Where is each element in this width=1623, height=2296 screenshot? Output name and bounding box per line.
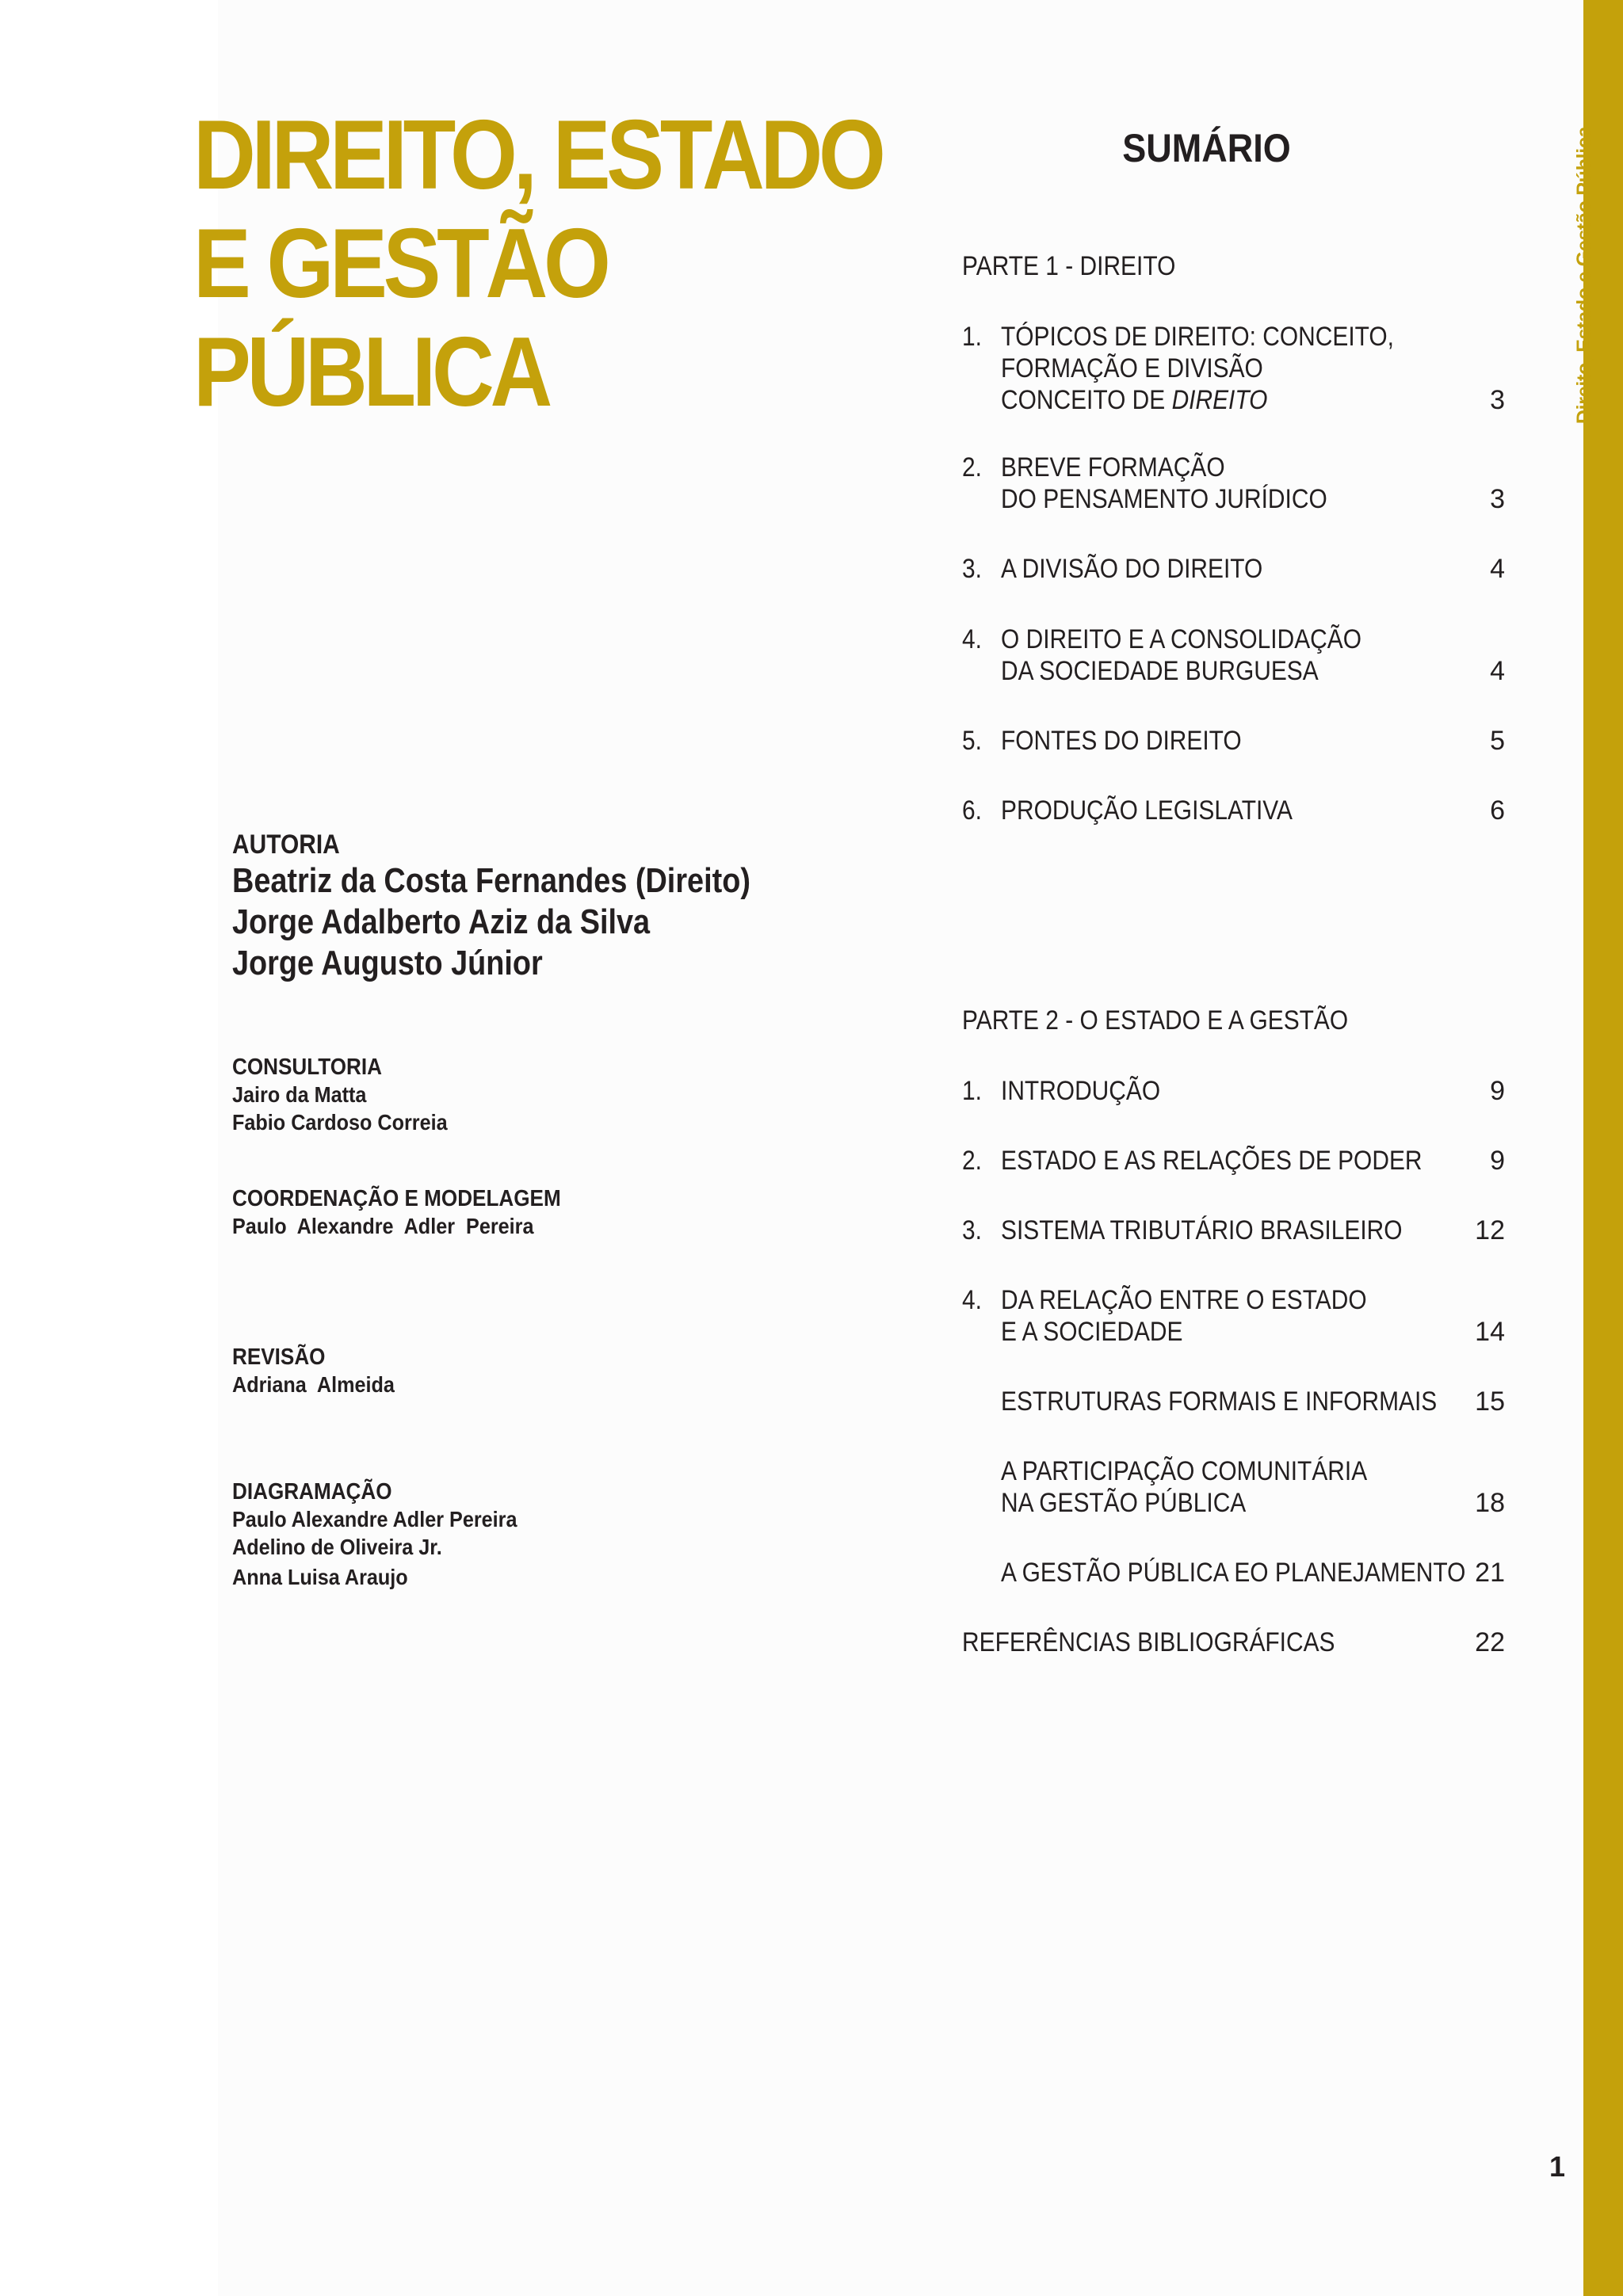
toc-item-number: 4. bbox=[962, 624, 982, 654]
toc-page-number: 3 bbox=[1490, 484, 1505, 514]
toc-item-line: NA GESTÃO PÚBLICA bbox=[1001, 1488, 1247, 1518]
diagramacao-group bbox=[232, 1478, 834, 1591]
toc-page-number: 14 bbox=[1475, 1317, 1505, 1347]
title-line-1: DIREITO, ESTADO bbox=[193, 101, 882, 210]
toc-page-number: 22 bbox=[1475, 1627, 1505, 1657]
toc-item-number: 1. bbox=[962, 1076, 982, 1106]
toc-item-text bbox=[1001, 553, 1262, 585]
toc-item-line: BREVE FORMAÇÃO bbox=[1001, 452, 1225, 482]
toc-item-line: FORMAÇÃO E DIVISÃO bbox=[1001, 353, 1263, 383]
toc-item-number: 1. bbox=[962, 322, 982, 352]
toc-item-number: 3. bbox=[962, 554, 982, 584]
toc-page-number: 4 bbox=[1490, 554, 1505, 584]
toc-item-text bbox=[1001, 1455, 1367, 1519]
toc-page-number: 6 bbox=[1490, 795, 1505, 826]
layout-name: Paulo Alexandre Adler Pereira bbox=[232, 1507, 517, 1531]
toc-item-line: A PARTICIPAÇÃO COMUNITÁRIA bbox=[1001, 1456, 1368, 1486]
toc-title: SUMÁRIO bbox=[1122, 126, 1291, 170]
autoria-group bbox=[232, 829, 834, 984]
coordenacao-group bbox=[232, 1185, 834, 1240]
toc-item-text bbox=[1001, 452, 1327, 515]
toc-item-text bbox=[1001, 1386, 1437, 1417]
toc-item-line: ESTADO E AS RELAÇÕES DE PODER bbox=[1001, 1146, 1423, 1176]
toc-page-number: 18 bbox=[1475, 1488, 1505, 1518]
toc-item-text bbox=[1001, 725, 1242, 757]
title-line-2: E GESTÃO bbox=[193, 209, 607, 318]
sidebar-title bbox=[1561, 115, 1609, 436]
toc-item-text bbox=[1001, 1075, 1160, 1107]
consultoria-heading: CONSULTORIA bbox=[232, 1055, 382, 1080]
layout-name: Anna Luisa Araujo bbox=[232, 1565, 408, 1589]
layout-name: Adelino de Oliveira Jr. bbox=[232, 1535, 442, 1559]
sidebar-title-text: Direito, Estado e Gestão Pública bbox=[1573, 126, 1596, 425]
consultant-name: Fabio Cardoso Correia bbox=[232, 1110, 448, 1135]
toc-item-line: E A SOCIEDADE bbox=[1001, 1317, 1183, 1347]
toc-item-line: ESTRUTURAS FORMAIS E INFORMAIS bbox=[1001, 1386, 1438, 1417]
consultoria-group bbox=[232, 1054, 834, 1136]
toc-item-line: A GESTÃO PÚBLICA EO PLANEJAMENTO bbox=[1001, 1558, 1466, 1588]
toc-page-number: 5 bbox=[1490, 726, 1505, 756]
toc-item-number: 2. bbox=[962, 452, 982, 482]
toc-page-number: 21 bbox=[1475, 1558, 1505, 1588]
toc-page-number: 9 bbox=[1490, 1146, 1505, 1176]
toc-page-number: 15 bbox=[1475, 1386, 1505, 1417]
toc-item-line: PRODUÇÃO LEGISLATIVA bbox=[1001, 795, 1293, 826]
coordenacao-heading: COORDENAÇÃO E MODELAGEM bbox=[232, 1186, 561, 1211]
revisao-group bbox=[232, 1344, 834, 1398]
toc-item-line: A DIVISÃO DO DIREITO bbox=[1001, 554, 1263, 584]
toc-item-text bbox=[1001, 624, 1361, 687]
page-number: 1 bbox=[1549, 2150, 1566, 2183]
toc-references-label: REFERÊNCIAS BIBLIOGRÁFICAS bbox=[962, 1627, 1335, 1657]
toc-item-number: 4. bbox=[962, 1285, 982, 1315]
toc-item-line: DO PENSAMENTO JURÍDICO bbox=[1001, 484, 1327, 514]
document-title bbox=[193, 101, 882, 427]
toc-item-text bbox=[1001, 1145, 1423, 1177]
toc-item-line: DA SOCIEDADE BURGUESA bbox=[1001, 656, 1319, 686]
toc-item-line: SISTEMA TRIBUTÁRIO BRASILEIRO bbox=[1001, 1215, 1403, 1245]
toc-page-number: 12 bbox=[1475, 1215, 1505, 1245]
toc-item-text bbox=[1001, 1557, 1465, 1589]
author-name: Jorge Augusto Júnior bbox=[232, 944, 543, 982]
toc-item-line: FONTES DO DIREITO bbox=[1001, 726, 1242, 756]
toc-item-line bbox=[1001, 384, 1394, 416]
autoria-heading: AUTORIA bbox=[232, 830, 340, 860]
toc-part-1: PARTE 1 - DIREITO bbox=[962, 251, 1176, 281]
toc-item-number: 2. bbox=[962, 1146, 982, 1176]
toc-item-line: TÓPICOS DE DIREITO: CONCEITO, bbox=[1001, 322, 1394, 352]
toc-page-number: 4 bbox=[1490, 656, 1505, 686]
title-line-3: PÚBLICA bbox=[193, 318, 549, 427]
toc-item-line-emphasis: DIREITO bbox=[1171, 385, 1268, 415]
coordinator-name: Paulo Alexandre Adler Pereira bbox=[232, 1214, 534, 1238]
consultant-name: Jairo da Matta bbox=[232, 1082, 367, 1107]
reviewer-name: Adriana Almeida bbox=[232, 1372, 395, 1397]
toc-page-number: 9 bbox=[1490, 1076, 1505, 1106]
diagramacao-heading: DIAGRAMAÇÃO bbox=[232, 1479, 392, 1505]
toc-item-text bbox=[1001, 321, 1394, 416]
toc-item-line: O DIREITO E A CONSOLIDAÇÃO bbox=[1001, 624, 1362, 654]
author-name: Jorge Adalberto Aziz da Silva bbox=[232, 902, 651, 941]
toc-page-number: 3 bbox=[1490, 385, 1505, 415]
toc-item-line: DA RELAÇÃO ENTRE O ESTADO bbox=[1001, 1285, 1367, 1315]
toc-part-2: PARTE 2 - O ESTADO E A GESTÃO bbox=[962, 1005, 1349, 1035]
revisao-heading: REVISÃO bbox=[232, 1344, 326, 1370]
toc-item-number: 5. bbox=[962, 726, 982, 756]
toc-item-text bbox=[1001, 795, 1293, 826]
toc-item-number: 3. bbox=[962, 1215, 982, 1245]
credits-block bbox=[232, 829, 834, 1591]
toc-item-text bbox=[1001, 1215, 1403, 1246]
toc-item-text bbox=[1001, 1284, 1367, 1348]
author-name: Beatriz da Costa Fernandes (Direito) bbox=[232, 861, 750, 900]
toc-item-line-prefix: CONCEITO DE bbox=[1001, 385, 1172, 415]
toc-item-line: INTRODUÇÃO bbox=[1001, 1076, 1161, 1106]
toc-item-number: 6. bbox=[962, 795, 982, 826]
